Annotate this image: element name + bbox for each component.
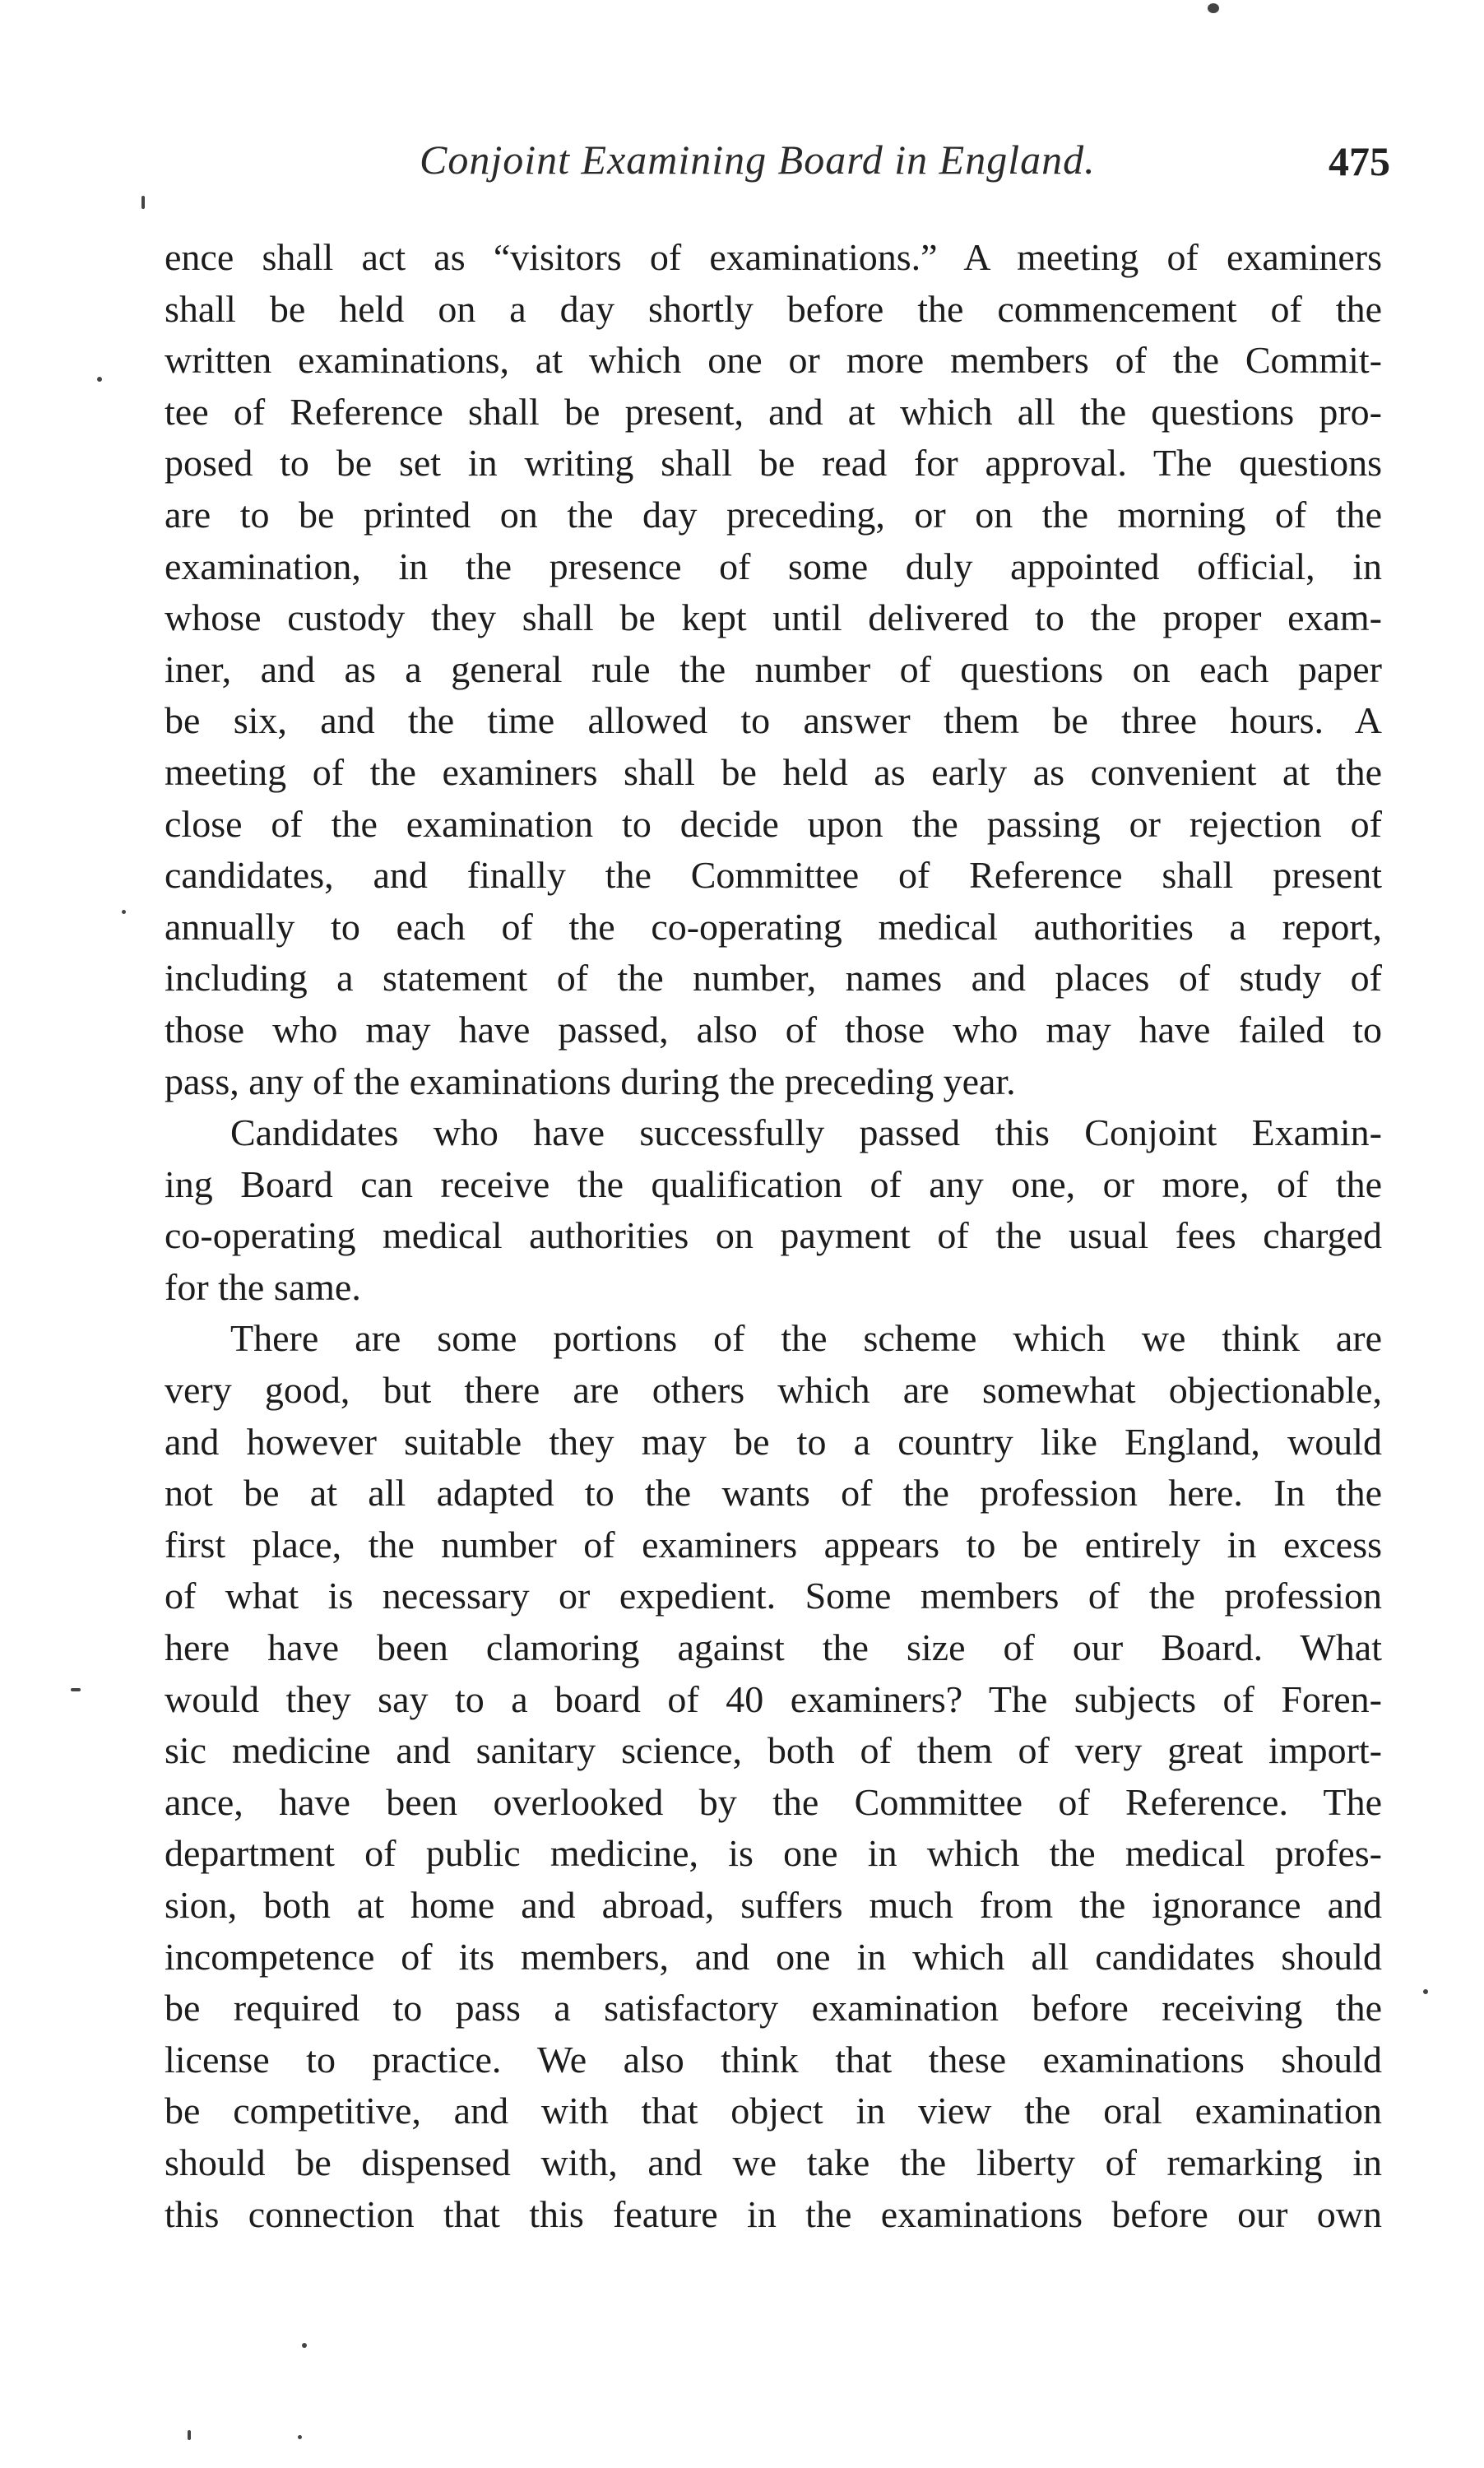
text-line: ing Board can receive the qualification of any one, or more, of the xyxy=(165,1162,1382,1205)
text-line: meeting of the examiners shall be held as early as convenient at the xyxy=(165,750,1382,793)
paragraph-2 xyxy=(165,1107,1382,1313)
text-line: be required to pass a satisfactory examination before receiving the xyxy=(165,1987,1382,2030)
text-line: this connection that this feature in the examinations before our own xyxy=(165,2192,1382,2235)
scan-speck xyxy=(298,2435,302,2439)
text-line: very good, but there are others which are somewhat objectionable, xyxy=(165,1369,1382,1412)
text-line: would they say to a board of 40 examiners? The subjects of Foren- xyxy=(165,1677,1382,1720)
text-line: should be dispensed with, and we take the liberty of remarking in xyxy=(165,2141,1382,2183)
text-line: including a statement of the number, names and places of study of xyxy=(165,957,1382,1000)
text-line: ence shall act as “visitors of examinations.” A meeting of examiners xyxy=(165,236,1382,278)
scan-speck xyxy=(1208,3,1219,13)
text-line: co-operating medical authorities on payment of the usual fees charged xyxy=(165,1214,1382,1257)
page-number: 475 xyxy=(1329,138,1390,184)
text-line: candidates, and finally the Committee of Reference shall present xyxy=(165,854,1382,897)
text-line: There are some portions of the scheme which we think are xyxy=(230,1317,1382,1360)
text-line: annually to each of the co-operating medical authorities a report, xyxy=(165,905,1382,948)
text-line: close of the examination to decide upon the passing or rejection of xyxy=(165,802,1382,845)
text-line: sion, both at home and abroad, suffers much from the ignorance and xyxy=(165,1884,1382,1926)
text-line: sic medicine and sanitary science, both of them of very great import- xyxy=(165,1729,1382,1772)
running-title: Conjoint Examining Board in England. xyxy=(420,137,1096,183)
text-line: tee of Reference shall be present, and at which all the questions pro- xyxy=(165,390,1382,433)
paragraph-1 xyxy=(165,232,1382,1107)
scan-speck xyxy=(141,196,145,209)
body-text xyxy=(165,232,1382,2240)
text-line: examination, in the presence of some duly appointed official, in xyxy=(165,545,1382,587)
text-line: written examinations, at which one or more members of the Commit- xyxy=(165,339,1382,382)
text-line: Candidates who have successfully passed this Conjoint Examin- xyxy=(230,1111,1382,1154)
scan-speck xyxy=(302,2343,307,2348)
text-line: those who may have passed, also of those who may have failed to xyxy=(165,1008,1382,1051)
text-line: whose custody they shall be kept until delivered to the proper exam- xyxy=(165,596,1382,639)
text-line: shall be held on a day shortly before the commencement of the xyxy=(165,287,1382,330)
running-head xyxy=(173,136,1390,210)
text-line: incompetence of its members, and one in which all candidates should xyxy=(165,1935,1382,1978)
text-line: not be at all adapted to the wants of the profession here. In the xyxy=(165,1472,1382,1515)
scan-speck xyxy=(188,2430,191,2440)
text-line: posed to be set in writing shall be read for approval. The questions xyxy=(165,442,1382,485)
text-line: here have been clamoring against the size of our Board. What xyxy=(165,1626,1382,1669)
text-line: first place, the number of examiners appears to be entirely in excess xyxy=(165,1523,1382,1566)
scan-speck xyxy=(1423,1989,1428,1994)
text-line: and however suitable they may be to a country like England, would xyxy=(165,1420,1382,1463)
text-line: be competitive, and with that object in view the oral examination xyxy=(165,2090,1382,2132)
scan-speck xyxy=(97,377,102,382)
text-line: are to be printed on the day preceding, or on the morning of the xyxy=(165,493,1382,536)
scan-speck xyxy=(122,910,126,914)
scan-speck xyxy=(71,1688,81,1691)
paragraph-3 xyxy=(165,1313,1382,2240)
text-line: for the same. xyxy=(165,1265,361,1308)
text-line: of what is necessary or expedient. Some members of the profession xyxy=(165,1575,1382,1617)
text-line: pass, any of the examinations during the preceding year. xyxy=(165,1060,1016,1102)
text-line: be six, and the time allowed to answer them be three hours. A xyxy=(165,699,1382,742)
text-line: license to practice. We also think that these examinations should xyxy=(165,2038,1382,2081)
text-line: iner, and as a general rule the number of questions on each paper xyxy=(165,647,1382,690)
text-line: department of public medicine, is one in which the medical profes- xyxy=(165,1832,1382,1875)
text-line: ance, have been overlooked by the Committee of Reference. The xyxy=(165,1780,1382,1823)
